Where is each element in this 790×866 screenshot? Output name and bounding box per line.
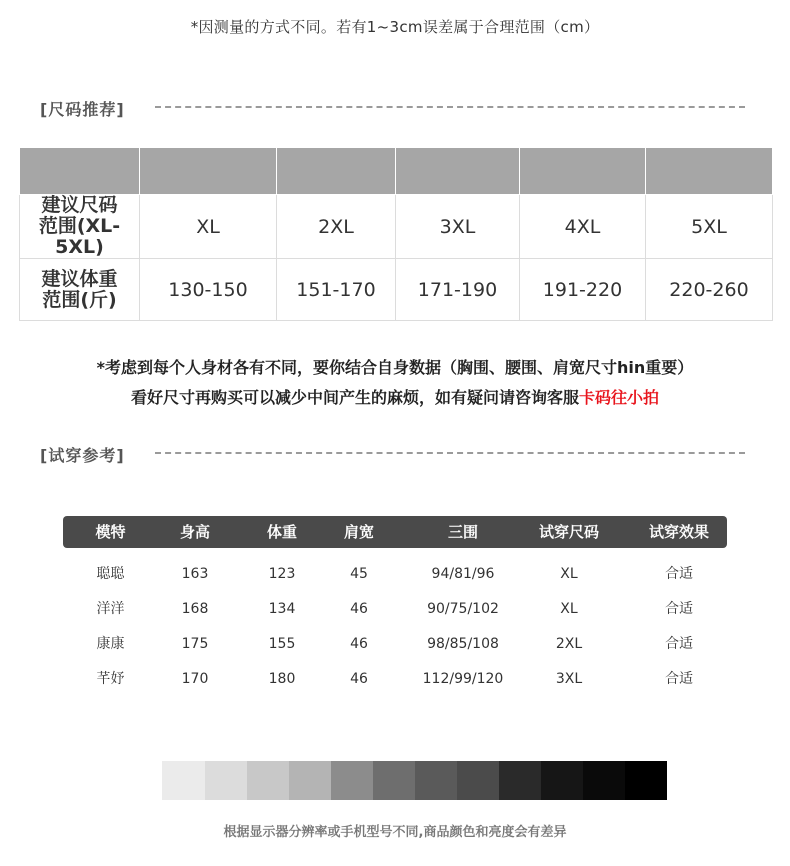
fit-cell-model: 康康 [96,636,125,652]
gray-swatch [289,761,331,800]
grayscale-swatches [162,761,667,800]
gray-swatch [541,761,583,800]
fit-cell-shoulder: 46 [350,601,368,617]
fit-cell-result: 合适 [665,566,693,582]
fit-cell-height: 163 [181,566,209,582]
fit-cell-result: 合适 [665,671,693,687]
fit-row [63,627,727,662]
weight-row [20,259,773,321]
gray-swatch [457,761,499,800]
fit-header-height: 身高 [179,523,210,541]
size-cell: 4XL [520,195,646,259]
header-cell [646,148,773,195]
fit-cell-size: XL [560,601,578,617]
size-cell: 5XL [646,195,773,259]
gray-swatch [205,761,247,800]
gray-swatch [625,761,667,800]
gray-swatch [162,761,205,800]
gray-swatch [331,761,373,800]
size-section-title: [尺码推荐] [40,100,125,119]
measurement-note: *因测量的方式不同。若有1~3cm误差属于合理范围（cm） [190,18,600,36]
fit-cell-height: 175 [181,636,209,652]
notice-text: 看好尺寸再购买可以减少中间产生的麻烦，如有疑问请咨询客服 [130,388,579,407]
header-cell [20,148,140,195]
weight-row-label [20,259,140,321]
display-disclaimer: 根据显示器分辨率或手机型号不同,商品颜色和亮度会有差异 [223,825,567,840]
fit-header-measurements: 三围 [447,523,478,541]
header-cell [277,148,396,195]
fit-cell-result: 合适 [665,601,693,617]
fit-cell-shoulder: 45 [350,566,368,582]
fit-cell-shoulder: 46 [350,636,368,652]
gray-swatch [247,761,289,800]
row-label-line: 建议尺码 [41,194,118,216]
header-cell [520,148,646,195]
weight-cell: 151-170 [277,259,396,321]
gray-swatch [415,761,457,800]
fit-header-shoulder: 肩宽 [343,523,374,541]
weight-cell: 220-260 [646,259,773,321]
fit-cell-model: 聪聪 [96,566,125,582]
fit-cell-measurements: 98/85/108 [427,636,499,652]
size-table-header [20,148,773,195]
fit-cell-weight: 155 [268,636,296,652]
gray-swatch [373,761,415,800]
row-label-line: 范围(XL-5XL) [38,215,121,258]
fit-cell-height: 168 [181,601,209,617]
size-cell: 2XL [277,195,396,259]
fit-cell-result: 合适 [665,636,693,652]
fit-row [63,557,727,592]
size-cell: 3XL [396,195,520,259]
gray-swatch [583,761,625,800]
fit-cell-weight: 123 [268,566,296,582]
header-cell [140,148,277,195]
gray-swatch [499,761,541,800]
fit-section-title: [试穿参考] [40,446,125,465]
weight-cell: 191-220 [520,259,646,321]
fit-header-weight: 体重 [266,523,297,541]
size-table [19,147,773,321]
fit-header-model: 模特 [95,523,126,541]
fit-cell-shoulder: 46 [350,671,368,687]
fit-cell-model: 芊妤 [96,671,125,687]
fit-header-size: 试穿尺码 [538,523,599,541]
size-row-label [20,195,140,259]
row-label-line: 建议体重 [41,267,118,290]
size-section-divider [155,106,745,108]
fit-row [63,592,727,627]
size-row [20,195,773,259]
fit-cell-size: 2XL [555,636,583,652]
fit-table-header [63,516,727,548]
fit-cell-size: 3XL [555,671,583,687]
fit-cell-weight: 180 [268,671,296,687]
row-label-line: 范围(斤) [42,288,117,311]
fit-cell-model: 洋洋 [96,601,125,617]
fit-row [63,662,727,697]
fit-section-divider [155,452,745,454]
fit-cell-measurements: 94/81/96 [431,566,495,582]
notice-line-2 [0,385,790,408]
fit-cell-measurements: 112/99/120 [422,671,504,687]
fit-header-result: 试穿效果 [648,523,709,541]
fit-cell-weight: 134 [268,601,296,617]
weight-cell: 130-150 [140,259,277,321]
fit-cell-size: XL [560,566,578,582]
header-cell [396,148,520,195]
fit-cell-height: 170 [181,671,209,687]
fit-cell-measurements: 90/75/102 [427,601,499,617]
notice-highlight: 卡码往小拍 [579,388,660,407]
size-cell: XL [140,195,277,259]
notice-line-1: *考虑到每个人身材各有不同，要你结合自身数据（胸围、腰围、肩宽尺寸hin重要） [96,358,694,377]
weight-cell: 171-190 [396,259,520,321]
